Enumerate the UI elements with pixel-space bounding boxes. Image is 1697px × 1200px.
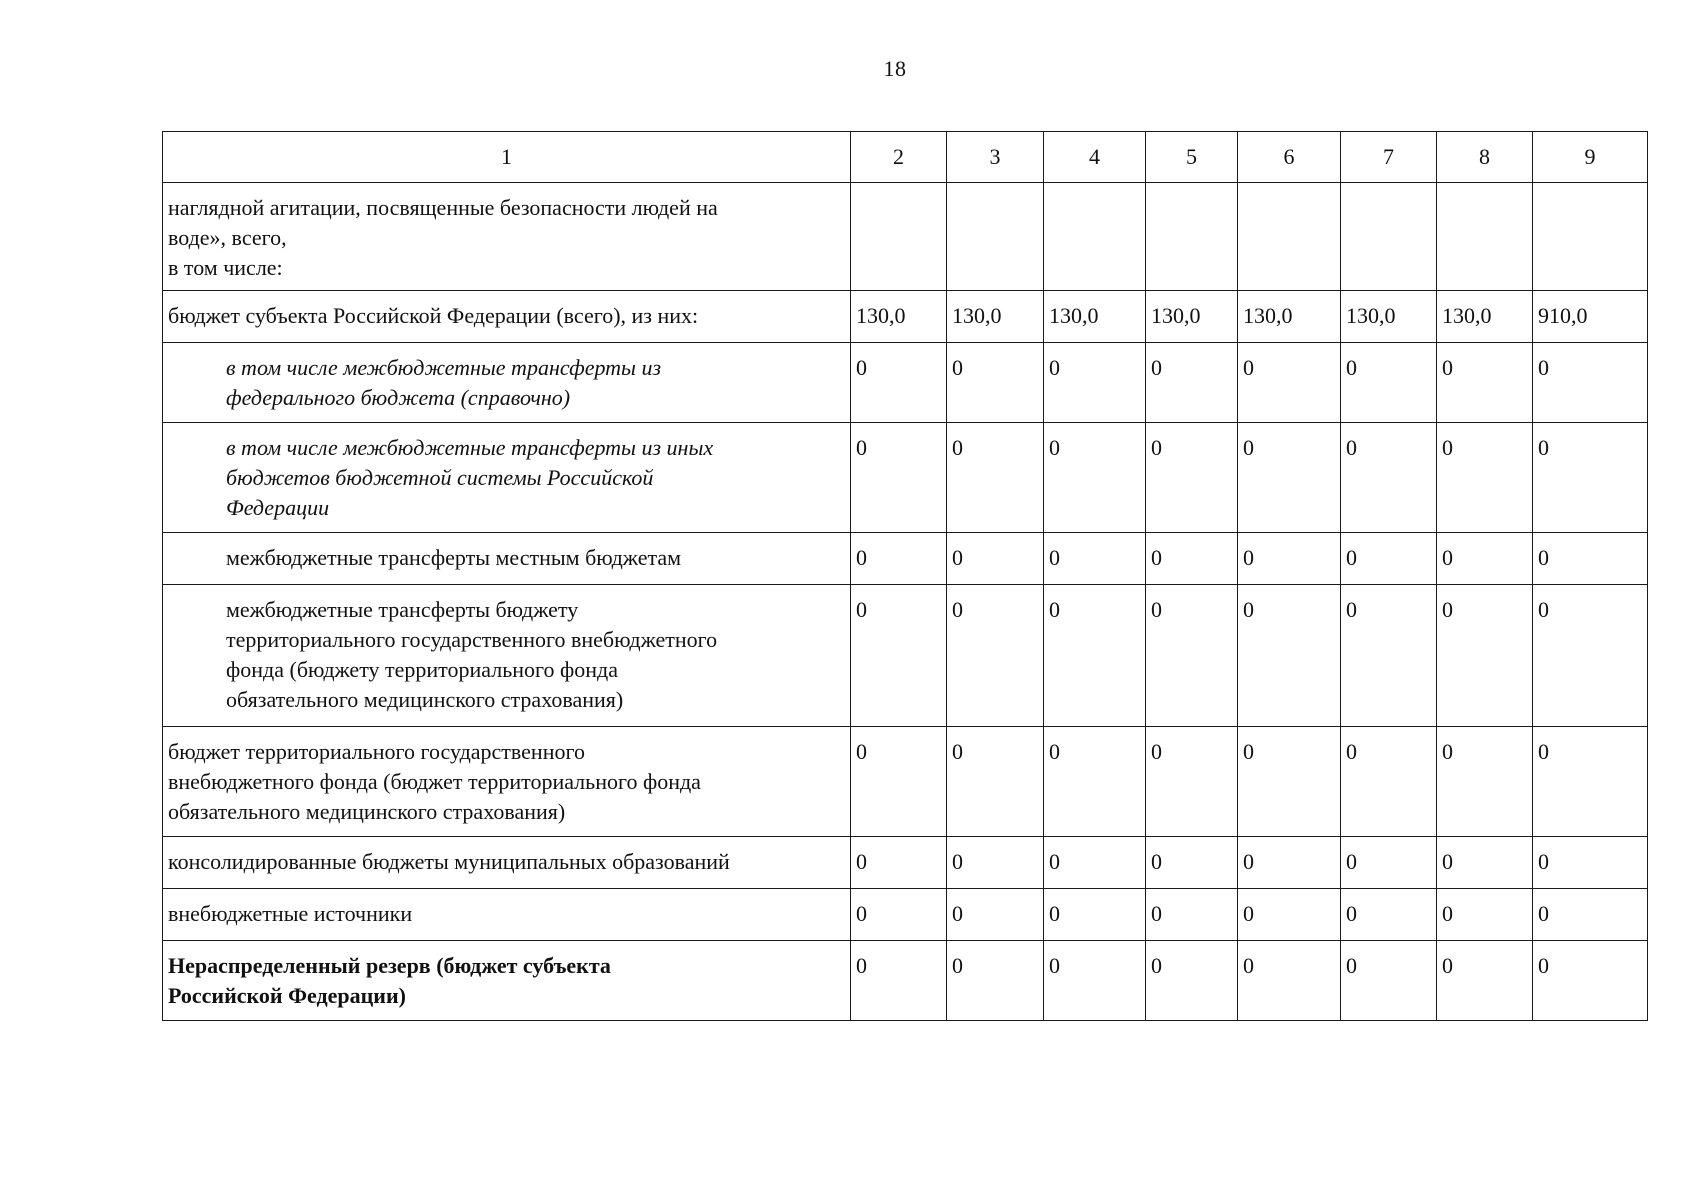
value-cell: 130,0	[947, 291, 1044, 343]
value-cell: 0	[1437, 837, 1533, 889]
value-cell: 0	[851, 941, 947, 1021]
row-label-line: федерального бюджета (справочно)	[226, 385, 571, 410]
value-cell: 0	[1437, 423, 1533, 533]
value-cell: 0	[947, 343, 1044, 423]
column-header: 6	[1238, 132, 1341, 183]
value-cell: 0	[1533, 585, 1648, 727]
row-label-line: бюджетов бюджетной системы Российской	[226, 465, 654, 490]
value-cell: 130,0	[1341, 291, 1437, 343]
value-cell: 0	[1044, 727, 1146, 837]
value-cell: 0	[1437, 343, 1533, 423]
value-cell	[851, 183, 947, 291]
value-cell: 0	[1146, 533, 1238, 585]
row-label	[163, 291, 851, 343]
row-label-line: фонда (бюджету территориального фонда	[226, 657, 618, 682]
row-label-line: в том числе:	[168, 255, 283, 280]
row-label	[163, 889, 851, 941]
row-label-line: внебюджетного фонда (бюджет территориального фонда	[168, 769, 701, 794]
row-label-line: в том числе межбюджетные трансферты из	[226, 355, 662, 380]
value-cell: 0	[1146, 941, 1238, 1021]
value-cell: 0	[1146, 585, 1238, 727]
value-cell: 0	[1437, 533, 1533, 585]
value-cell	[1341, 183, 1437, 291]
value-cell: 0	[1146, 423, 1238, 533]
value-cell: 0	[1044, 585, 1146, 727]
value-cell: 0	[1044, 837, 1146, 889]
table-row	[163, 423, 1648, 533]
value-cell: 0	[1341, 585, 1437, 727]
value-cell: 0	[1437, 585, 1533, 727]
row-label-line: в том числе межбюджетные трансферты из иных	[226, 435, 714, 460]
value-cell: 0	[1238, 727, 1341, 837]
value-cell: 0	[1533, 343, 1648, 423]
value-cell: 0	[1341, 423, 1437, 533]
value-cell: 910,0	[1533, 291, 1648, 343]
table-row	[163, 727, 1648, 837]
value-cell: 0	[851, 343, 947, 423]
row-label-line: Российской Федерации)	[168, 983, 406, 1008]
column-header: 8	[1437, 132, 1533, 183]
value-cell: 0	[1238, 837, 1341, 889]
value-cell: 0	[1533, 423, 1648, 533]
row-label	[163, 727, 851, 837]
column-header: 7	[1341, 132, 1437, 183]
row-label-line: территориального государственного внебюджетного	[226, 627, 718, 652]
budget-table	[162, 131, 1648, 1021]
table-row	[163, 941, 1648, 1021]
value-cell: 0	[1533, 727, 1648, 837]
value-cell: 0	[1341, 837, 1437, 889]
row-label-line: Нераспределенный резерв (бюджет субъекта	[168, 953, 611, 978]
value-cell: 130,0	[1044, 291, 1146, 343]
value-cell	[1146, 183, 1238, 291]
column-header: 5	[1146, 132, 1238, 183]
value-cell: 0	[1533, 941, 1648, 1021]
column-header: 2	[851, 132, 947, 183]
row-label-line: межбюджетные трансферты бюджету	[226, 597, 579, 622]
table-row	[163, 343, 1648, 423]
row-label-line: Федерации	[226, 495, 330, 520]
row-label-line: воде», всего,	[168, 225, 287, 250]
value-cell: 0	[947, 423, 1044, 533]
value-cell: 0	[1146, 343, 1238, 423]
value-cell: 0	[1238, 533, 1341, 585]
value-cell	[1437, 183, 1533, 291]
value-cell: 0	[851, 533, 947, 585]
value-cell: 0	[947, 585, 1044, 727]
value-cell: 0	[1238, 423, 1341, 533]
value-cell: 0	[947, 727, 1044, 837]
value-cell: 0	[1044, 343, 1146, 423]
row-label	[163, 423, 851, 533]
row-label	[163, 837, 851, 889]
value-cell: 0	[1341, 343, 1437, 423]
table-row	[163, 183, 1648, 291]
value-cell: 0	[1341, 941, 1437, 1021]
value-cell: 0	[851, 837, 947, 889]
table-row	[163, 533, 1648, 585]
value-cell: 0	[1238, 585, 1341, 727]
value-cell	[1044, 183, 1146, 291]
row-label	[163, 343, 851, 423]
value-cell: 0	[1437, 941, 1533, 1021]
row-label	[163, 183, 851, 291]
value-cell: 0	[1533, 837, 1648, 889]
value-cell	[947, 183, 1044, 291]
value-cell: 0	[1341, 889, 1437, 941]
value-cell: 0	[851, 889, 947, 941]
value-cell: 0	[1044, 941, 1146, 1021]
value-cell: 0	[1146, 727, 1238, 837]
value-cell: 0	[1341, 533, 1437, 585]
value-cell	[1533, 183, 1648, 291]
value-cell	[1238, 183, 1341, 291]
value-cell: 0	[1146, 889, 1238, 941]
value-cell: 130,0	[1238, 291, 1341, 343]
row-label-line: бюджет территориального государственного	[168, 739, 585, 764]
column-header: 9	[1533, 132, 1648, 183]
header-row	[163, 132, 1648, 183]
value-cell: 130,0	[851, 291, 947, 343]
value-cell: 0	[1533, 889, 1648, 941]
value-cell: 130,0	[1437, 291, 1533, 343]
value-cell: 0	[1533, 533, 1648, 585]
row-label-line: бюджет субъекта Российской Федерации (всего), из них:	[168, 303, 699, 328]
value-cell: 130,0	[1146, 291, 1238, 343]
row-label-line: обязательного медицинского страхования)	[168, 799, 566, 824]
table-row	[163, 889, 1648, 941]
row-label-line: обязательного медицинского страхования)	[226, 687, 624, 712]
row-label-line: наглядной агитации, посвященные безопасности людей на	[168, 195, 718, 220]
value-cell: 0	[1146, 837, 1238, 889]
table-row	[163, 585, 1648, 727]
row-label-line: консолидированные бюджеты муниципальных образований	[168, 849, 730, 874]
column-header: 4	[1044, 132, 1146, 183]
row-label-line: внебюджетные источники	[168, 901, 413, 926]
table-row	[163, 837, 1648, 889]
value-cell: 0	[947, 837, 1044, 889]
value-cell: 0	[1437, 889, 1533, 941]
table-row	[163, 291, 1648, 343]
page-number: 18	[883, 56, 907, 81]
value-cell: 0	[1044, 889, 1146, 941]
value-cell: 0	[851, 585, 947, 727]
value-cell: 0	[947, 889, 1044, 941]
value-cell: 0	[1341, 727, 1437, 837]
value-cell: 0	[947, 533, 1044, 585]
row-label	[163, 941, 851, 1021]
value-cell: 0	[1044, 533, 1146, 585]
value-cell: 0	[947, 941, 1044, 1021]
value-cell: 0	[1238, 889, 1341, 941]
row-label	[163, 533, 851, 585]
value-cell: 0	[851, 423, 947, 533]
value-cell: 0	[1437, 727, 1533, 837]
column-header: 1	[163, 132, 851, 183]
value-cell: 0	[1238, 941, 1341, 1021]
row-label	[163, 585, 851, 727]
value-cell: 0	[1044, 423, 1146, 533]
row-label-line: межбюджетные трансферты местным бюджетам	[226, 545, 682, 570]
column-header: 3	[947, 132, 1044, 183]
value-cell: 0	[1238, 343, 1341, 423]
value-cell: 0	[851, 727, 947, 837]
